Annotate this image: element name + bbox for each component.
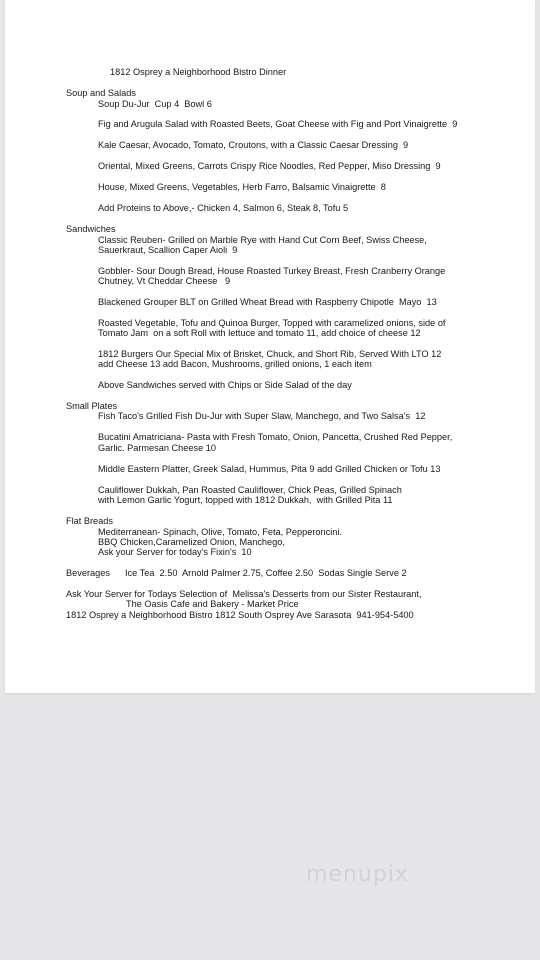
menu-item: Mediterranean- Spinach, Olive, Tomato, Feta, Pepperoncini. <box>98 527 342 537</box>
menu-item: Soup Du-Jur Cup 4 Bowl 6 <box>98 99 212 109</box>
menu-item: BBQ Chicken,Caramelized Onion, Manchego, <box>98 537 285 547</box>
menu-item: Add Proteins to Above,- Chicken 4, Salmon 6, Steak 8, Tofu 5 <box>98 203 349 213</box>
menu-item-continued: with Lemon Garlic Yogurt, topped with 1812 Dukkah, with Grilled Pita 11 <box>98 495 393 505</box>
menu-item: Ask your Server for today's Fixin's 10 <box>98 547 252 557</box>
menu-item: Kale Caesar, Avocado, Tomato, Croutons, with a Classic Caesar Dressing 9 <box>98 140 409 150</box>
menu-item: Blackened Grouper BLT on Grilled Wheat Bread with Raspberry Chipotle Mayo 13 <box>98 297 437 307</box>
menu-item: Bucatini Amatriciana- Pasta with Fresh Tomato, Onion, Pancetta, Crushed Red Pepper, <box>98 432 453 442</box>
menu-item: Oriental, Mixed Greens, Carrots Crispy Rice Noodles, Red Pepper, Miso Dressing 9 <box>98 161 441 171</box>
menu-item: Cauliflower Dukkah, Pan Roasted Cauliflower, Chick Peas, Grilled Spinach <box>98 485 402 495</box>
menu-item: Middle Eastern Platter, Greek Salad, Hummus, Pita 9 add Grilled Chicken or Tofu 13 <box>98 464 441 474</box>
menu-title: 1812 Osprey a Neighborhood Bistro Dinner <box>110 67 287 77</box>
section-heading-soup-salads: Soup and Salads <box>66 88 136 98</box>
menu-item-continued: Tomato Jam on a soft Roll with lettuce and tomato 11, add choice of cheese 12 <box>98 328 421 338</box>
menu-item: 1812 Burgers Our Special Mix of Brisket, Chuck, and Short Rib, Served With LTO 12 <box>98 349 442 359</box>
menu-item: Fish Taco's Grilled Fish Du-Jur with Super Slaw, Manchego, and Two Salsa's 12 <box>98 411 426 421</box>
menu-item-continued: add Cheese 13 add Bacon, Mushrooms, grilled onions, 1 each item <box>98 359 372 369</box>
menu-item: Classic Reuben- Grilled on Marble Rye with Hand Cut Corn Beef, Swiss Cheese, <box>98 235 427 245</box>
desserts-note-continued: The Oasis Cafe and Bakery - Market Price <box>126 599 299 609</box>
beverages-label: Beverages <box>66 568 110 578</box>
menu-item: Fig and Arugula Salad with Roasted Beets, Goat Cheese with Fig and Port Vinaigrette 9 <box>98 119 458 129</box>
restaurant-address: 1812 Osprey a Neighborhood Bistro 1812 South Osprey Ave Sarasota 941-954-5400 <box>66 610 414 620</box>
menu-item-continued: Garlic. Parmesan Cheese 10 <box>98 443 216 453</box>
section-heading-flat-breads: Flat Breads <box>66 516 113 526</box>
menu-item-continued: Sauerkraut, Scallion Caper Aioli 9 <box>98 245 238 255</box>
desserts-note: Ask Your Server for Todays Selection of Melissa's Desserts from our Sister Restaurant, <box>66 589 422 599</box>
menu-item-continued: Chutney, Vt Cheddar Cheese 9 <box>98 276 231 286</box>
section-heading-small-plates: Small Plates <box>66 401 118 411</box>
section-heading-sandwiches: Sandwiches <box>66 224 116 234</box>
menu-item: Roasted Vegetable, Tofu and Quinoa Burger, Topped with caramelized onions, side of <box>98 318 446 328</box>
menu-item: Gobbler- Sour Dough Bread, House Roasted Turkey Breast, Fresh Cranberry Orange <box>98 266 446 276</box>
beverages-list: Ice Tea 2.50 Arnold Palmer 2.75, Coffee 2.50 Sodas Single Serve 2 <box>125 568 407 578</box>
menu-note: Above Sandwiches served with Chips or Side Salad of the day <box>98 380 352 390</box>
menupix-watermark-logo: menupix <box>306 862 409 887</box>
menu-item: House, Mixed Greens, Vegetables, Herb Farro, Balsamic Vinaigrette 8 <box>98 182 386 192</box>
